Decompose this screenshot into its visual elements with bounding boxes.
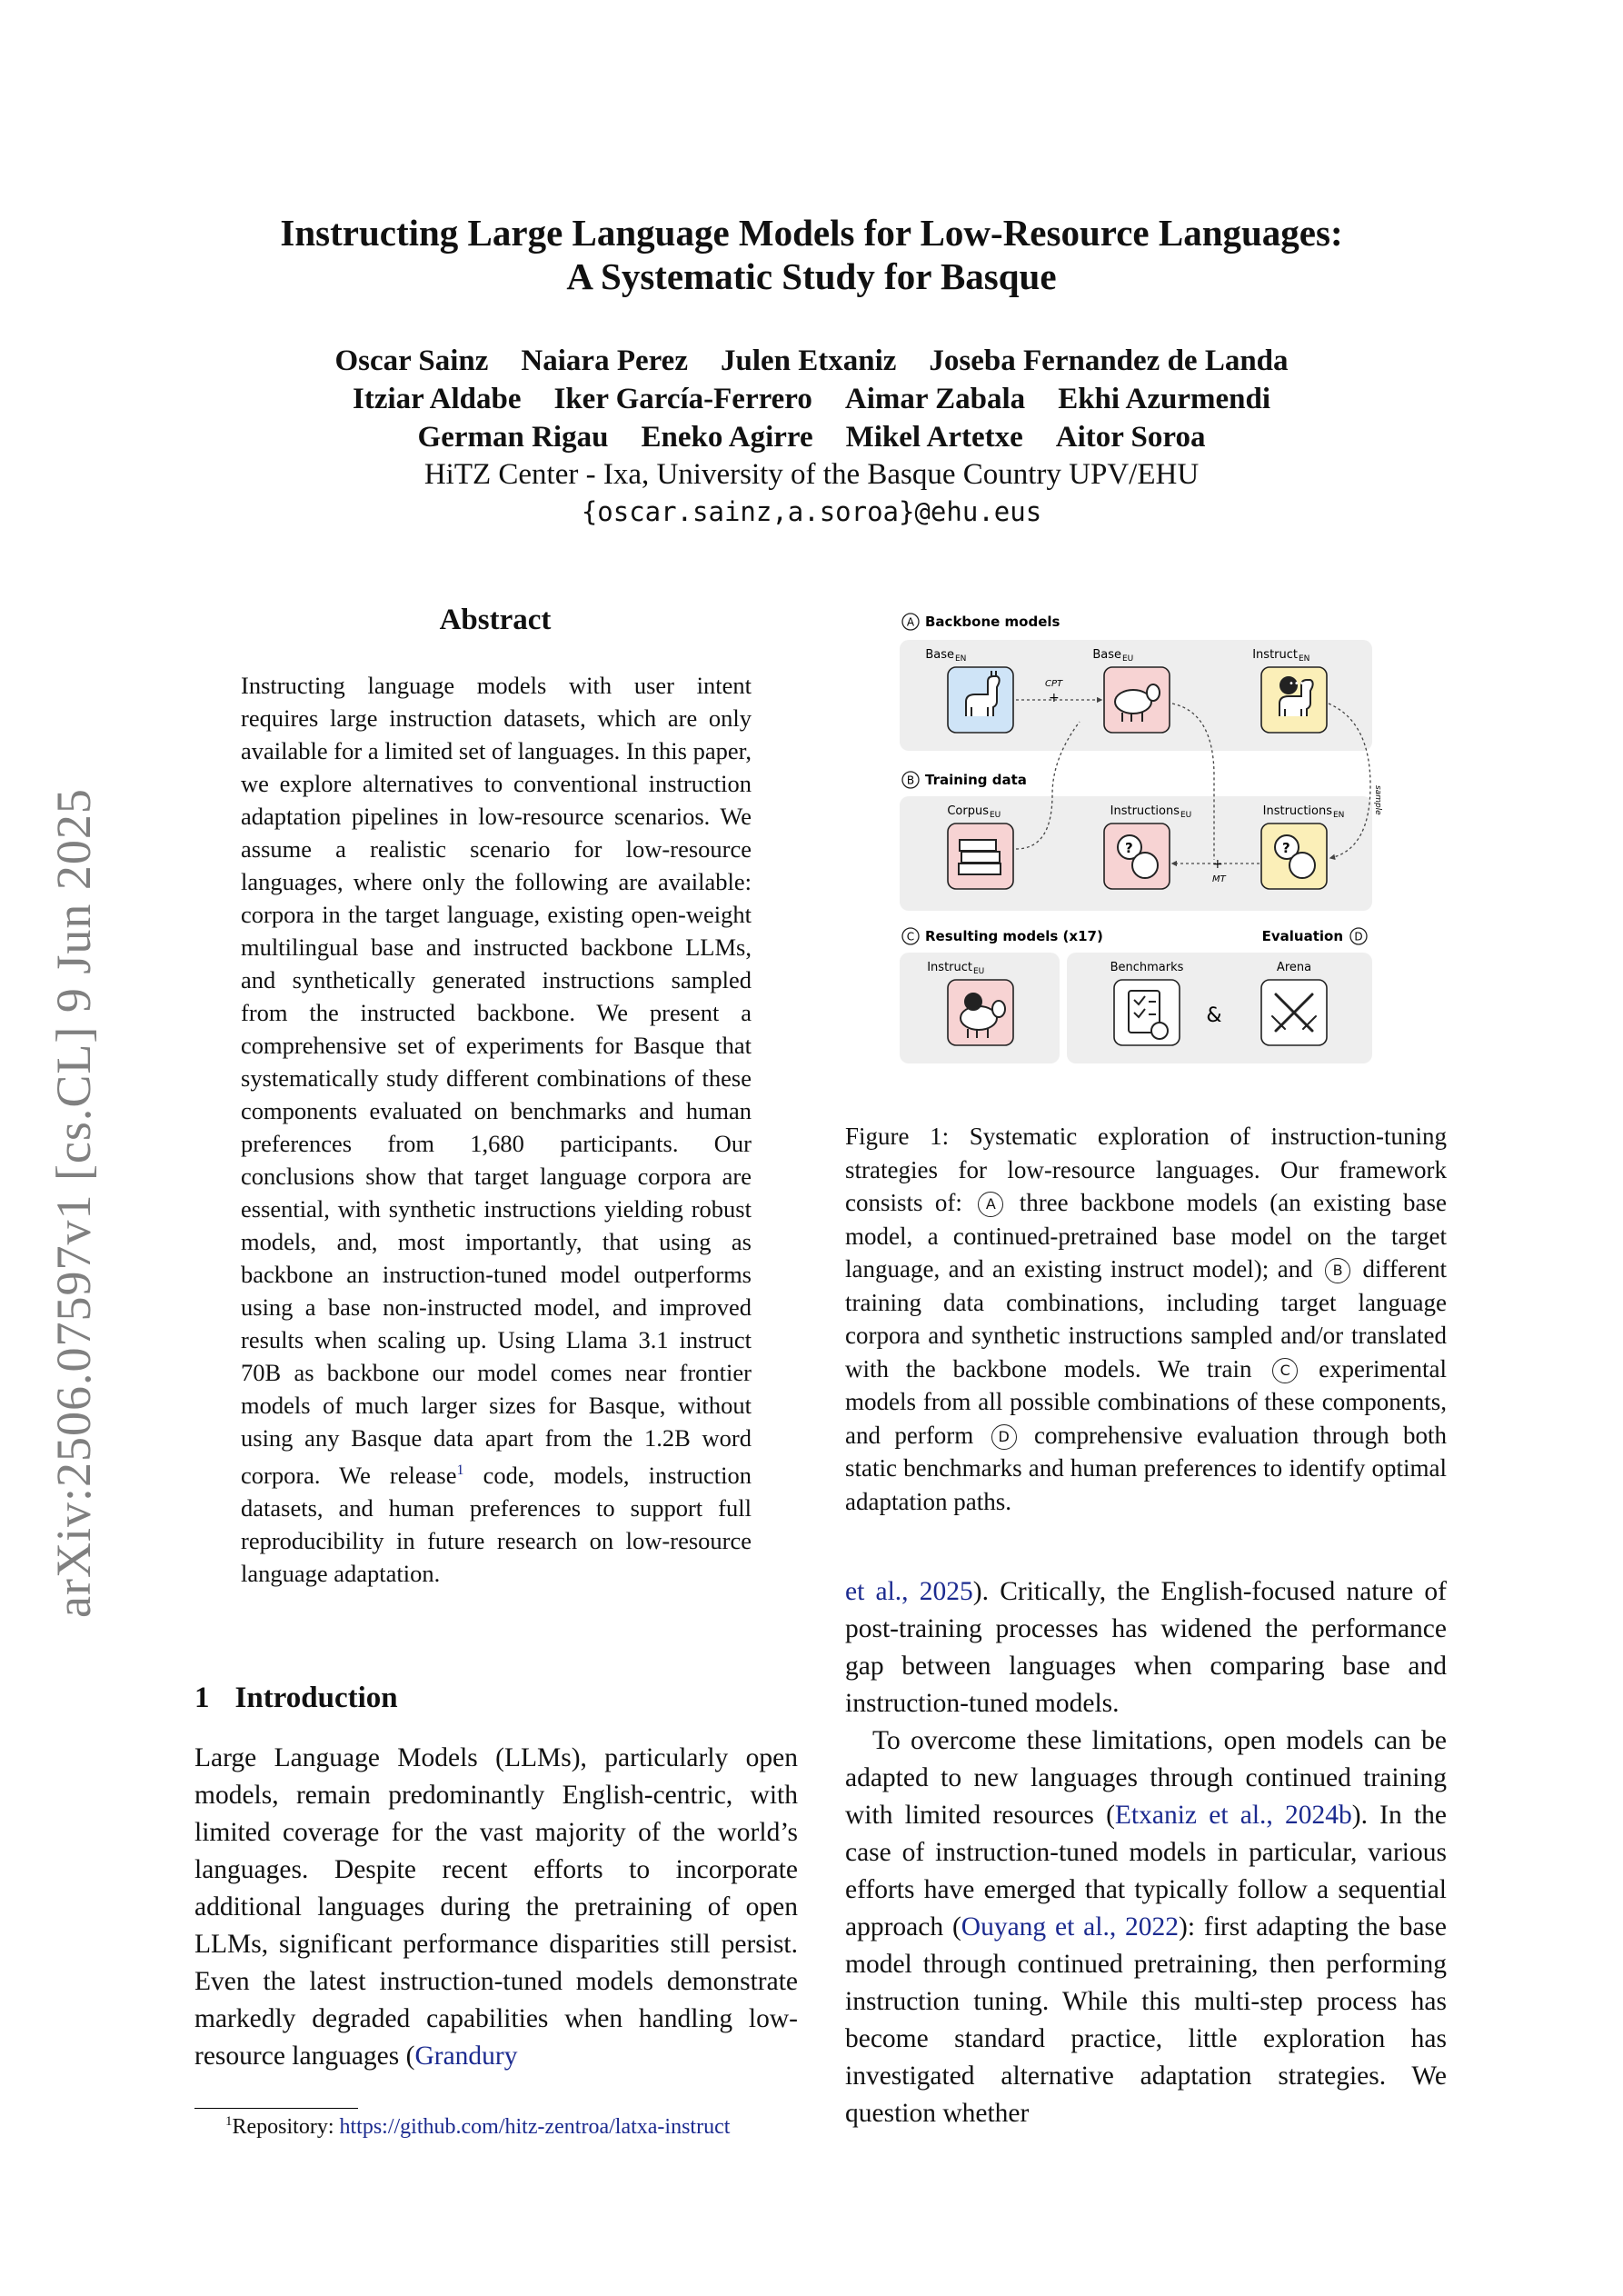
section-letter: D (1354, 930, 1363, 943)
caption-label: Figure 1: (845, 1123, 970, 1150)
author: Joseba Fernandez de Landa (929, 344, 1289, 377)
arxiv-stamp: arXiv:2506.07597v1 [cs.CL] 9 Jun 2025 (46, 788, 101, 1618)
benchmarks-label: Benchmarks (1110, 961, 1184, 974)
author-row-2 (0, 380, 1623, 418)
plus-icon: + (1212, 857, 1223, 872)
section-title: Resulting models (x17) (925, 928, 1103, 944)
chat-dots-icon: ••• (1289, 679, 1305, 689)
section-title: Backbone models (925, 614, 1060, 630)
section-c-header (902, 928, 1103, 944)
figure-caption (845, 1120, 1447, 1518)
introduction-paragraph (194, 1740, 798, 2075)
citation-link[interactable]: et al., 2025 (845, 1577, 973, 1606)
cpt-label: CPT (1045, 679, 1063, 689)
paper-title (0, 211, 1623, 298)
citation-link[interactable]: Etxaniz et al., 2024b (1114, 1801, 1352, 1830)
footnote-label: Repository: (232, 2115, 340, 2139)
author-list (0, 342, 1623, 456)
author: Julen Etxaniz (720, 344, 897, 377)
mt-label: MT (1212, 874, 1226, 884)
abstract-body (241, 669, 752, 1590)
abstract-text-end: code, models, instruction datasets, and human preferences to support full reproducibility in future research on low-resource language adaptation. (241, 1461, 752, 1587)
instructions-en-subscript: EN (1333, 811, 1345, 820)
section-heading-introduction (194, 1682, 398, 1715)
section-letter: C (906, 930, 915, 943)
affiliation: HiTZ Center - Ixa, University of the Basque Country UPV/EHU (423, 458, 1200, 491)
question-mark-icon: ? (1125, 840, 1133, 856)
instruct-eu-subscript: EU (973, 967, 985, 976)
section-d-header (1262, 928, 1367, 944)
circle-letter-icon: D (991, 1424, 1017, 1450)
instructions-eu-label: Instructions (1110, 804, 1180, 818)
title-line-1: Instructing Large Language Models for Low-Resource Languages: (280, 212, 1343, 254)
abstract-heading: Abstract (439, 604, 552, 636)
author: Mikel Artetxe (845, 421, 1023, 454)
caption-text: three backbone models (an existing base model, a continued-pretrained base model on the target language, and an existing instruct model); and (845, 1189, 1447, 1283)
repository-link[interactable]: https://github.com/hitz-zentroa/latxa-instruct (339, 2115, 731, 2139)
ampersand: & (1206, 1004, 1222, 1027)
instructions-en-label: Instructions (1262, 804, 1332, 818)
corpus-eu-subscript: EU (990, 811, 1001, 820)
section-a-header (902, 614, 1060, 630)
benchmarks-box (1114, 980, 1180, 1045)
instruct-en-label: Instruct (1252, 648, 1298, 662)
footnote (225, 2114, 730, 2140)
circle-letter-icon: C (1272, 1358, 1298, 1383)
paragraph-text: ): first adapting the base model through continued pretraining, then performing instruction tuning. While this multi-step process has become standard practice, little exploration has investigated alternative adaptation strategies. We question whether (845, 1912, 1447, 2128)
caption-text: comprehensive evaluation through both static benchmarks and human preferences to identify optimal adaptation paths. (845, 1421, 1447, 1515)
intro-text: Large Language Models (LLMs), particularly open models, remain predominantly English-centric, with limited coverage for the vast majority of the world’s languages. Despite recent efforts to incorporate additional languages during the pretraining of open LLMs, significant performance disparities still persist. Even the latest instruction-tuned models demonstrate markedly degraded capabilities when handling low-resource languages ( (194, 1743, 798, 2071)
citation-link[interactable]: Ouyang et al., 2022 (961, 1912, 1180, 1942)
circle-letter-icon: B (1325, 1258, 1350, 1283)
caption-text: experimental models from all possible combinations of these components, and perform (845, 1354, 1447, 1449)
corpus-eu-label: Corpus (947, 804, 989, 818)
instruct-eu-label: Instruct (927, 961, 972, 974)
footnote-number: 1 (225, 2114, 233, 2129)
author: Ekhi Azurmendi (1058, 383, 1270, 415)
author: Naiara Perez (521, 344, 688, 377)
author: Eneko Agirre (641, 421, 813, 454)
base-eu-subscript: EU (1122, 654, 1134, 664)
caption-text: different training data combinations, including target language corpora and synthetic instructions sampled and/or translated with the backbone models. We train (845, 1255, 1447, 1383)
arena-label: Arena (1276, 961, 1312, 974)
citation-link[interactable]: Grandury (414, 2041, 518, 2071)
paragraph (845, 1722, 1447, 2132)
instructions-eu-subscript: EU (1180, 811, 1192, 820)
caption-text: Systematic exploration of instruction-tuning strategies for low-resource languages. Our framework consists of: (845, 1123, 1447, 1216)
paragraph (845, 1573, 1447, 1722)
author: Aitor Soroa (1055, 421, 1206, 454)
section-letter: B (906, 774, 915, 787)
instruct-en-subscript: EN (1299, 654, 1310, 664)
base-en-subscript: EN (955, 654, 967, 664)
question-mark-icon: ? (1282, 840, 1290, 856)
circle-letter-icon: A (978, 1192, 1003, 1217)
author-row-1 (0, 342, 1623, 380)
footnote-divider (194, 2108, 358, 2109)
author: Itziar Aldabe (353, 383, 522, 415)
figure-1-diagram (898, 604, 1389, 1076)
footnote-marker[interactable]: 1 (456, 1462, 464, 1478)
abstract-text: Instructing language models with user intent requires large instruction datasets, which are only available for a limited set of languages. In this paper, we explore alternatives to conventional instruction adaptation pipelines in low-resource scenarios. We assume a realistic scenario for low-resource languages, where only the following are available: corpora in the target language, existing open-weight multilingual base and instructed backbone LLMs, and synthetically generated instructions sampled from the instructed backbone. We present a comprehensive set of experiments for Basque that systematically study different combinations of these components evaluated on benchmarks and human preferences from 1,680 participants. Our conclusions show that target language corpora are essential, with synthetic instructions yielding robust models, and, most importantly, that using as backbone an instruction-tuned model outperforms using a base non-instructed model, and improved results when scaling up. Using Llama 3.1 instruct 70B as backbone our model comes near frontier models of much larger sizes for Basque, without using any Basque data apart from the 1.2B word corpora. We release (241, 672, 752, 1489)
author: German Rigau (417, 421, 609, 454)
sample-label: sample (1373, 785, 1382, 815)
section-letter: A (906, 615, 915, 629)
base-eu-label: Base (1092, 648, 1121, 662)
author: Aimar Zabala (844, 383, 1026, 415)
author: Oscar Sainz (334, 344, 489, 377)
plus-icon: + (1049, 691, 1060, 705)
section-title: Evaluation (1261, 928, 1343, 944)
section-title: Training data (925, 772, 1027, 788)
base-en-label: Base (925, 648, 954, 662)
paragraph-text: ). Critically, the English-focused nature of post-training processes has widened the performance gap between languages when comparing base and instruction-tuned models. (845, 1577, 1447, 1718)
section-b-header (902, 772, 1027, 788)
paragraph-text: To overcome these limitations, open models can be adapted to new languages through continued training with limited resources ( (845, 1726, 1447, 1830)
title-line-2: A Systematic Study for Basque (566, 255, 1057, 297)
section-number: 1 (194, 1682, 210, 1714)
introduction-continued (845, 1573, 1447, 2132)
paragraph-text: ). In the case of instruction-tuned models in particular, various efforts have emerged that typically follow a sequential approach ( (845, 1801, 1448, 1942)
books-icon (959, 840, 1001, 874)
contact-email: {oscar.sainz,a.soroa}@ehu.eus (581, 496, 1042, 527)
section-title: Introduction (234, 1682, 398, 1714)
author: Iker García-Ferrero (553, 383, 812, 415)
author-row-3 (0, 418, 1623, 456)
